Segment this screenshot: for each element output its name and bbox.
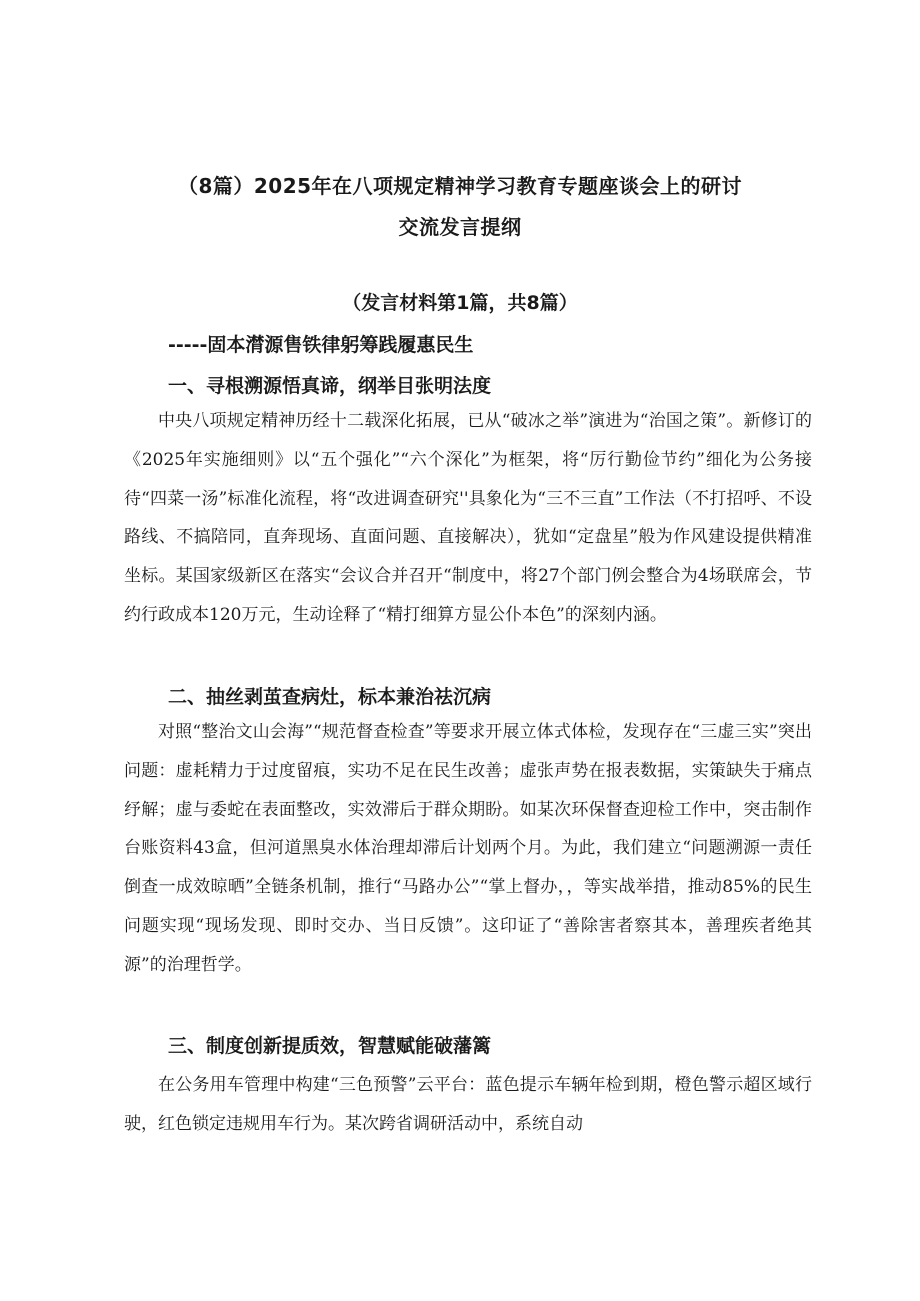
section-paragraph-2: 对照“整治文山会海”“规范督查检查”等要求开展立体式体检，发现存在“三虚三实”突出问题：虚耗精力于过度留痕，实功不足在民生改善；虚张声势在报表数据，实策缺失于痛点纾解；虚与委蛇在表面整改，实效滞后于群众期盼。如某次环保督查迎检工作中，突击制作台账资料43盒，但河道黑臭水体治理却滞后计划两个月。为此，我们建立“问题溯源一责任倒查一成效晾晒”全链条机制，推行“马路办公”“掌上督办，，等实战举措，推动85%的民生问题实现“现场发现、即时交办、当日反馈”。这印证了“善除害者察其本，善理疾者绝其源”的治理哲学。 [124, 722, 812, 975]
document-title-line2: 交流发言提纲 [398, 215, 522, 239]
section-paragraph-1: 中央八项规定精神历经十二载深化拓展，已从“破冰之举”演进为“治国之策”。新修订的《2025年实施细则》以“五个强化”“六个深化”为框架，将“厉行勤俭节约”细化为公务接待“四菜一汤”标准化流程，将“改进调查研究''具象化为“三不三直”工作法（不打招呼、不设路线、不搞陪同，直奔现场、直面问题、直接解决），犹如“定盘星”般为作风建设提供精准坐标。某国家级新区在落实“会议合并召开“制度中，将27个部门例会整合为4场联席会，节约行政成本120万元，生动诠释了“精打细算方显公仆本色”的深刻内涵。 [124, 411, 812, 625]
document-theme: -----固本潸源售铁律躬筹践履惠民生 [168, 334, 474, 356]
document-title-line1: （8篇）2025年在八项规定精神学习教育专题座谈会上的研讨 [177, 174, 743, 198]
document-subtitle: （发言材料第1篇，共8篇） [342, 292, 578, 314]
section-paragraph-3: 在公务用车管理中构建“三色预警”云平台：蓝色提示车辆年检到期，橙色警示超区域行驶，红色锁定违规用车行为。某次跨省调研活动中，系统自动 [124, 1075, 812, 1134]
section-heading-3: 三、制度创新提质效，智慧赋能破藩篱 [168, 1035, 492, 1057]
section-heading-1: 一、寻根溯源悟真谛，纲举目张明法度 [168, 375, 492, 397]
section-heading-2: 二、抽丝剥茧查病灶，标本兼治祛沉病 [168, 686, 492, 708]
